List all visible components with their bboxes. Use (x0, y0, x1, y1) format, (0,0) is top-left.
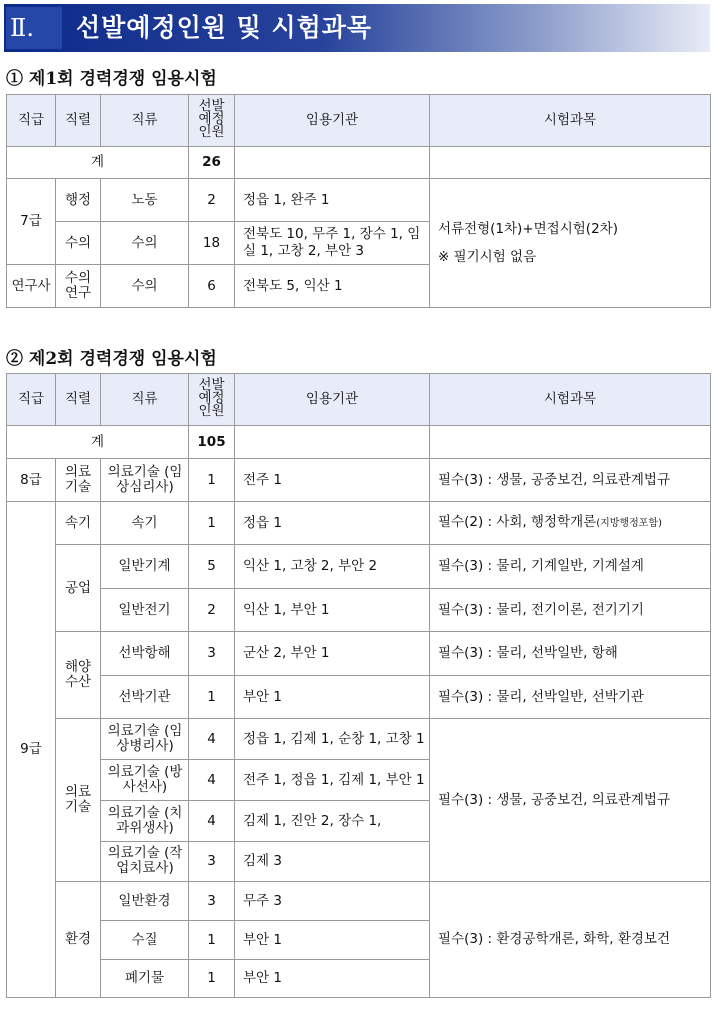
count-cell: 2 (189, 589, 235, 632)
section2-title: ② 제2회 경력경쟁 임용시험 (6, 349, 217, 369)
total-subject-empty (430, 426, 711, 459)
total-label: 계 (7, 147, 189, 179)
subject-cell: 필수(3) : 물리, 선박일반, 항해 (430, 632, 711, 676)
subseries-cell (101, 760, 189, 801)
subject-cell: 필수(3) : 환경공학개론, 화학, 환경보건 (430, 882, 711, 998)
total-count: 105 (189, 426, 235, 459)
subseries-text: 의료기술 (임상병리사) (107, 722, 183, 754)
section1-table (6, 94, 711, 308)
org-cell: 정읍 1 (235, 502, 430, 545)
table-row (7, 676, 711, 719)
series-cell (56, 459, 101, 502)
subseries-cell (101, 719, 189, 760)
org-text: 전주 1, 정읍 1, 김제 1, 부안 1 (243, 771, 425, 788)
header-org: 임용기관 (235, 374, 430, 426)
count-cell: 2 (189, 179, 235, 222)
subseries-cell: 수질 (101, 921, 189, 960)
total-row (7, 147, 711, 179)
org-cell: 군산 2, 부안 1 (235, 632, 430, 676)
count-cell: 4 (189, 801, 235, 842)
subseries-text: 의료기술 (작업치료사) (107, 845, 183, 876)
total-org-empty (235, 147, 430, 179)
subseries-text: 의료기술 (방사선사) (107, 763, 183, 795)
count-cell: 1 (189, 502, 235, 545)
count-cell: 3 (189, 882, 235, 921)
count-cell: 6 (189, 265, 235, 308)
org-cell: 부안 1 (235, 676, 430, 719)
series-cell: 행정 (56, 179, 101, 222)
banner-number: Ⅱ. (6, 7, 62, 49)
count-cell: 5 (189, 545, 235, 589)
table-row (7, 459, 711, 502)
header-org: 임용기관 (235, 95, 430, 147)
total-label: 계 (7, 426, 189, 459)
header-series: 직렬 (56, 374, 101, 426)
subseries-cell: 일반환경 (101, 882, 189, 921)
subseries-cell: 노동 (101, 179, 189, 222)
header-series: 직렬 (56, 95, 101, 147)
subject-note: (지방행정포함) (596, 518, 662, 529)
subject-cell (430, 502, 711, 545)
subject-text: 필수(2) : 사회, 행정학개론 (438, 514, 597, 530)
table-row (7, 632, 711, 676)
org-cell: 전주 1 (235, 459, 430, 502)
subject-cell: 필수(3) : 물리, 선박일반, 선박기관 (430, 676, 711, 719)
total-subject-empty (430, 147, 711, 179)
subseries-text: 의료기술 (치과위생사) (107, 804, 183, 836)
grade-cell: 연구사 (7, 265, 56, 308)
table-row (7, 502, 711, 545)
subseries-cell: 수의 (101, 222, 189, 265)
grade-cell: 7급 (7, 179, 56, 265)
series-text: 의료기술 (64, 783, 92, 815)
subseries-cell (101, 801, 189, 842)
count-cell: 1 (189, 459, 235, 502)
subject-cell (430, 179, 711, 308)
count-cell: 3 (189, 632, 235, 676)
header-subseries: 직류 (101, 374, 189, 426)
subseries-cell: 일반기계 (101, 545, 189, 589)
header-grade: 직급 (7, 374, 56, 426)
subseries-cell (101, 459, 189, 502)
org-cell (235, 760, 430, 801)
subject-line2: ※ 필기시험 없음 (438, 249, 537, 265)
count-cell: 1 (189, 960, 235, 998)
org-cell: 부안 1 (235, 921, 430, 960)
series-cell (56, 632, 101, 719)
table-row (7, 719, 711, 760)
subject-cell: 필수(3) : 물리, 전기이론, 전기기기 (430, 589, 711, 632)
table-row (7, 179, 711, 222)
section2-table (6, 373, 711, 998)
table-header-row (7, 374, 711, 426)
subseries-cell: 선박항해 (101, 632, 189, 676)
count-cell: 18 (189, 222, 235, 265)
header-subject: 시험과목 (430, 95, 711, 147)
header-grade: 직급 (7, 95, 56, 147)
section-banner (4, 4, 710, 52)
header-count (189, 374, 235, 426)
org-cell (235, 719, 430, 760)
subseries-cell: 선박기관 (101, 676, 189, 719)
table-header-row (7, 95, 711, 147)
series-cell: 공업 (56, 545, 101, 632)
series-cell (56, 265, 101, 308)
org-cell: 정읍 1, 완주 1 (235, 179, 430, 222)
org-cell: 익산 1, 고창 2, 부안 2 (235, 545, 430, 589)
banner-title: 선발예정인원 및 시험과목 (76, 13, 373, 42)
org-cell: 전북도 10, 무주 1, 장수 1, 임실 1, 고창 2, 부안 3 (235, 222, 430, 265)
header-count-label: 선발 예정 인원 (198, 377, 225, 419)
subject-cell: 필수(3) : 물리, 기계일반, 기계설계 (430, 545, 711, 589)
total-org-empty (235, 426, 430, 459)
series-cell: 환경 (56, 882, 101, 998)
org-text: 정읍 1, 김제 1, 순창 1, 고창 1 (243, 730, 425, 747)
table-row (7, 882, 711, 921)
grade-cell: 9급 (7, 502, 56, 998)
section1-title: ① 제1회 경력경쟁 임용시험 (6, 69, 217, 89)
subseries-cell (101, 842, 189, 882)
total-row (7, 426, 711, 459)
subseries-cell: 폐기물 (101, 960, 189, 998)
org-cell: 무주 3 (235, 882, 430, 921)
count-cell: 1 (189, 921, 235, 960)
series-text: 의료기술 (64, 463, 92, 495)
subseries-cell: 일반전기 (101, 589, 189, 632)
org-cell: 부안 1 (235, 960, 430, 998)
subject-cell: 필수(3) : 생물, 공중보건, 의료관계법규 (430, 719, 711, 882)
header-count (189, 95, 235, 147)
series-cell (56, 719, 101, 882)
header-subject: 시험과목 (430, 374, 711, 426)
series-cell: 속기 (56, 502, 101, 545)
header-count-label: 선발 예정 인원 (198, 98, 225, 140)
count-cell: 3 (189, 842, 235, 882)
subseries-text: 의료기술 (임상심리사) (107, 463, 183, 495)
subject-cell: 필수(3) : 생물, 공중보건, 의료관계법규 (430, 459, 711, 502)
series-cell: 수의 (56, 222, 101, 265)
series-text: 수의연구 (64, 269, 92, 301)
total-count: 26 (189, 147, 235, 179)
subject-line1: 서류전형(1차)+면접시험(2차) (438, 221, 618, 237)
subseries-cell: 속기 (101, 502, 189, 545)
org-cell: 김제 1, 진안 2, 장수 1, (235, 801, 430, 842)
org-cell: 익산 1, 부안 1 (235, 589, 430, 632)
count-cell: 1 (189, 676, 235, 719)
header-subseries: 직류 (101, 95, 189, 147)
series-text: 해양수산 (64, 658, 92, 690)
count-cell: 4 (189, 719, 235, 760)
org-cell: 전북도 5, 익산 1 (235, 265, 430, 308)
count-cell: 4 (189, 760, 235, 801)
subseries-cell: 수의 (101, 265, 189, 308)
grade-cell: 8급 (7, 459, 56, 502)
table-row (7, 589, 711, 632)
table-row (7, 545, 711, 589)
org-cell: 김제 3 (235, 842, 430, 882)
